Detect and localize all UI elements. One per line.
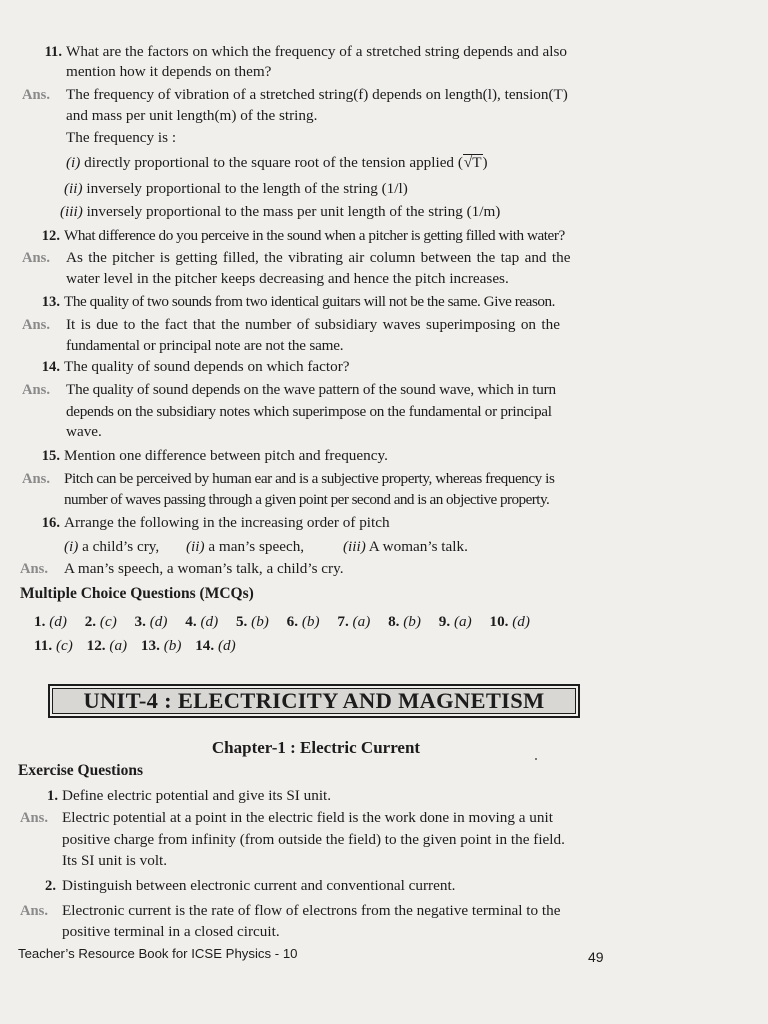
answer-label: Ans. [22, 87, 50, 103]
mcq-answer: 14. (d) [195, 637, 236, 654]
option-marker: (iii) [343, 538, 366, 555]
mcq-answer: 12. (a) [86, 637, 128, 654]
answer-label: Ans. [22, 250, 50, 266]
answer-label: Ans. [20, 810, 48, 826]
answer-text: A man’s speech, a woman’s talk, a child’s cry. [64, 560, 344, 577]
answer-text: The quality of sound depends on the wave pattern of the sound wave, which in turn [66, 381, 556, 398]
question-number: 15. [41, 448, 60, 464]
option-item [186, 537, 304, 557]
option-marker: (i) [64, 538, 79, 555]
mcq-answer-row [34, 612, 544, 632]
answer-text: Electric potential at a point in the electric field is the work done in moving a unit [62, 809, 553, 826]
option-item [343, 537, 468, 557]
mcq-answer: 3. (d) [134, 613, 168, 630]
mcq-answer: 11. (c) [34, 637, 73, 654]
mcq-answer: 10. (d) [489, 613, 530, 630]
question-number: 13. [41, 294, 60, 310]
option-item [64, 537, 159, 557]
answer-text: positive charge from infinity (from outside the field) to the given point in the field. [62, 831, 565, 848]
list-item-text: inversely proportional to the length of the string (1/l) [86, 180, 408, 197]
question-text: Arrange the following in the increasing order of pitch [64, 514, 390, 531]
mcq-answer: 2. (c) [84, 613, 117, 630]
mcq-answer: 8. (b) [388, 613, 421, 630]
exercise-heading: Exercise Questions [18, 762, 143, 779]
question-text: What are the factors on which the frequency of a stretched string depends and also [66, 43, 567, 60]
answer-label: Ans. [20, 561, 48, 577]
question-number: 2. [45, 878, 56, 894]
list-item-tail: ) [482, 154, 488, 171]
answer-text: and mass per unit length(m) of the string. [66, 107, 318, 124]
list-item [60, 202, 500, 222]
list-marker: (iii) [60, 203, 83, 220]
option-text: A woman’s talk. [368, 538, 468, 555]
question-text: The quality of sound depends on which factor? [64, 358, 350, 375]
answer-text: Electronic current is the rate of flow of electrons from the negative terminal to the [62, 902, 561, 919]
mcq-answer: 5. (b) [235, 613, 269, 630]
question-text: The quality of two sounds from two identical guitars will not be the same. Give reason. [64, 293, 556, 310]
mcq-answer: 1. (d) [34, 613, 67, 630]
mcq-answer: 13. (b) [140, 637, 182, 654]
question-text: Distinguish between electronic current and conventional current. [62, 877, 456, 894]
answer-label: Ans. [22, 471, 50, 487]
answer-text: water level in the pitcher keeps decreasing and hence the pitch increases. [66, 270, 509, 287]
question-text: mention how it depends on them? [66, 63, 272, 80]
question-number: 14. [41, 359, 60, 375]
question-number: 12. [41, 228, 60, 244]
mcq-answer: 7. (a) [337, 613, 371, 630]
list-item-text: inversely proportional to the mass per unit length of the string (1/m) [86, 203, 501, 220]
question-text: Define electric potential and give its SI unit. [62, 787, 332, 804]
page-number: 49 [588, 949, 604, 965]
question-number: 16. [41, 515, 60, 531]
answer-text: fundamental or principal note are not the same. [66, 337, 344, 354]
list-item [66, 153, 488, 173]
mcq-answer-row [34, 636, 250, 656]
question-text: Mention one difference between pitch and frequency. [64, 447, 388, 464]
list-marker: (ii) [64, 180, 83, 197]
footer-book-title: Teacher’s Resource Book for ICSE Physics - 10 [18, 946, 298, 961]
chapter-title: Chapter-1 : Electric Current [211, 738, 421, 757]
answer-text: Pitch can be perceived by human ear and is a subjective property, whereas frequency is [64, 470, 555, 487]
answer-label: Ans. [22, 317, 50, 333]
mcq-answer: 4. (d) [185, 613, 219, 630]
answer-text: depends on the subsidiary notes which superimpose on the fundamental or principal [66, 403, 552, 420]
question-text: What difference do you perceive in the sound when a pitcher is getting filled with water? [64, 227, 565, 244]
unit-title: UNIT-4 : ELECTRICITY AND MAGNETISM [83, 688, 545, 713]
question-number: 11. [44, 44, 62, 60]
mcq-heading: Multiple Choice Questions (MCQs) [20, 585, 254, 602]
answer-text: positive terminal in a closed circuit. [62, 923, 280, 940]
answer-text: The frequency is : [66, 129, 177, 146]
list-item-text: directly proportional to the square root of the tension applied ( [84, 154, 463, 171]
question-number: 1. [47, 788, 58, 804]
scan-speck [535, 758, 537, 760]
mcq-answer: 9. (a) [438, 613, 472, 630]
answer-text: It is due to the fact that the number of subsidiary waves superimposing on the [66, 316, 560, 333]
answer-text: number of waves passing through a given point per second and is an objective property. [64, 491, 550, 508]
answer-label: Ans. [22, 382, 50, 398]
option-marker: (ii) [186, 538, 205, 555]
answer-text: The frequency of vibration of a stretched string(f) depends on length(l), tension(T) [66, 86, 568, 103]
list-item [64, 179, 408, 199]
mcq-answer: 6. (b) [286, 613, 320, 630]
answer-label: Ans. [20, 903, 48, 919]
option-text: a child’s cry, [82, 538, 160, 555]
answer-text: Its SI unit is volt. [62, 852, 168, 869]
sqrt-expression: √T [463, 154, 482, 171]
answer-text: wave. [66, 423, 102, 440]
answer-text: As the pitcher is getting filled, the vibrating air column between the tap and the [66, 249, 571, 266]
unit-banner [48, 684, 580, 718]
option-text: a man’s speech, [208, 538, 305, 555]
list-marker: (i) [66, 154, 81, 171]
